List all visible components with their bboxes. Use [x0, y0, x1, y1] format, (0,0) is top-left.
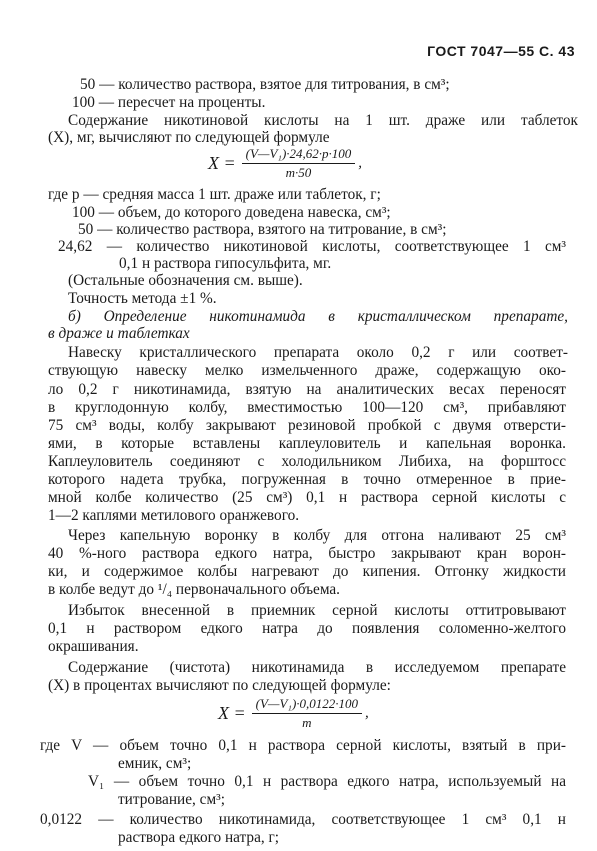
text-line: 50 — количество раствора, взятое для титрования, в см³; — [80, 76, 450, 93]
page-header: ГОСТ 7047—55 С. 43 — [427, 43, 575, 59]
text-line: 0,1 н раствором едкого натра до появления соломенно-желтого — [48, 620, 566, 637]
formula-numerator: (V—V₁)·24,62·p·100 — [242, 146, 356, 164]
text-line: раствора едкого натра, г; — [118, 829, 280, 846]
text-line: V₁ — объем точно 0,1 н раствора едкого натра, используемый на — [88, 773, 566, 790]
text-line: окрашивания. — [48, 638, 139, 655]
formula-tail: , — [365, 705, 369, 721]
text-line: титрование, см³; — [118, 791, 225, 808]
text-line: Через капельную воронку в колбу для отгона наливают 25 см³ — [68, 527, 566, 544]
text-line: 100 — пересчет на проценты. — [72, 94, 266, 111]
formula-lhs: X = — [208, 153, 236, 173]
section-heading: в драже и таблетках — [48, 325, 190, 342]
text-line: 100 — объем, до которого доведена навеска, см³; — [72, 204, 391, 221]
formula-fraction — [252, 696, 362, 731]
formula-2 — [218, 696, 369, 731]
formula-1 — [208, 146, 362, 181]
formula-numerator: (V—V₁)·0,0122·100 — [252, 696, 362, 714]
text-line: Каплеуловитель соединяют с холодильником Либиха, на форштосс — [48, 453, 566, 470]
text-line: (X), мг, вычисляют по следующей формуле — [48, 129, 330, 146]
text-line: где p — средняя масса 1 шт. драже или таблеток, г; — [48, 186, 381, 203]
text-line: которого надета трубка, погруженная в точно отмеренное в прие- — [48, 471, 566, 488]
text-line: Содержание никотиновой кислоты на 1 шт. драже или таблеток — [68, 112, 578, 129]
text-line: Навеску кристаллического препарата около 0,2 г или соответ- — [68, 344, 568, 361]
formula-fraction — [242, 146, 356, 181]
text-line: Точность метода ±1 %. — [68, 290, 217, 307]
text-line: 24,62 — количество никотиновой кислоты, соответствующее 1 см³ — [58, 238, 566, 255]
text-line: Содержание (чистота) никотинамида в исследуемом препарате — [68, 659, 566, 676]
text-line: 40 %-ного раствора едкого натра, быстро закрывают кран ворон- — [48, 545, 566, 562]
text-line: в круглодонную колбу, вместимостью 100—120 см³, прибавляют — [48, 399, 566, 416]
text-line: ки, и содержимое колбы нагревают до кипения. Отгонку жидкости — [48, 563, 566, 580]
text-line: Избыток внесенной в приемник серной кислоты оттитровывают — [68, 602, 566, 619]
formula-lhs: X = — [218, 703, 246, 723]
text-line: 1—2 каплями метилового оранжевого. — [48, 507, 300, 524]
text-line: в колбе ведут до ¹/₄ первоначального объема. — [48, 581, 341, 598]
text-line: емник, см³; — [118, 755, 192, 772]
formula-denominator: m·50 — [285, 165, 312, 180]
text-line: 75 см³ воды, колбу закрывают резиновой пробкой с двумя отверсти- — [48, 417, 566, 434]
text-line: (X) в процентах вычисляют по следующей формуле: — [48, 677, 391, 694]
text-line: (Остальные обозначения см. выше). — [68, 272, 303, 289]
text-line: ствующую навеску мелко измельченного драже, содержащую око- — [48, 362, 566, 379]
text-line: 0,1 н раствора гипосульфита, мг. — [119, 255, 332, 272]
text-line: 50 — количество раствора, взятого на титрование, в см³; — [78, 221, 447, 238]
text-line: ями, в которые вставлены каплеуловитель и капельная воронка. — [48, 435, 566, 452]
text-line: мной колбе количество (25 см³) 0,1 н раствора серной кислоты с — [48, 489, 566, 506]
formula-denominator: m — [302, 715, 312, 730]
text-line: 0,0122 — количество никотинамида, соответствующее 1 см³ 0,1 н — [40, 811, 566, 828]
formula-tail: , — [358, 155, 363, 171]
text-line: ло 0,2 г никотинамида, взятую на аналитических весах переносят — [48, 381, 566, 398]
text-line: где V — объем точно 0,1 н раствора серной кислоты, взятый в при- — [40, 737, 566, 754]
section-heading: б) Определение никотинамида в кристаллическом препарате, — [68, 308, 568, 325]
